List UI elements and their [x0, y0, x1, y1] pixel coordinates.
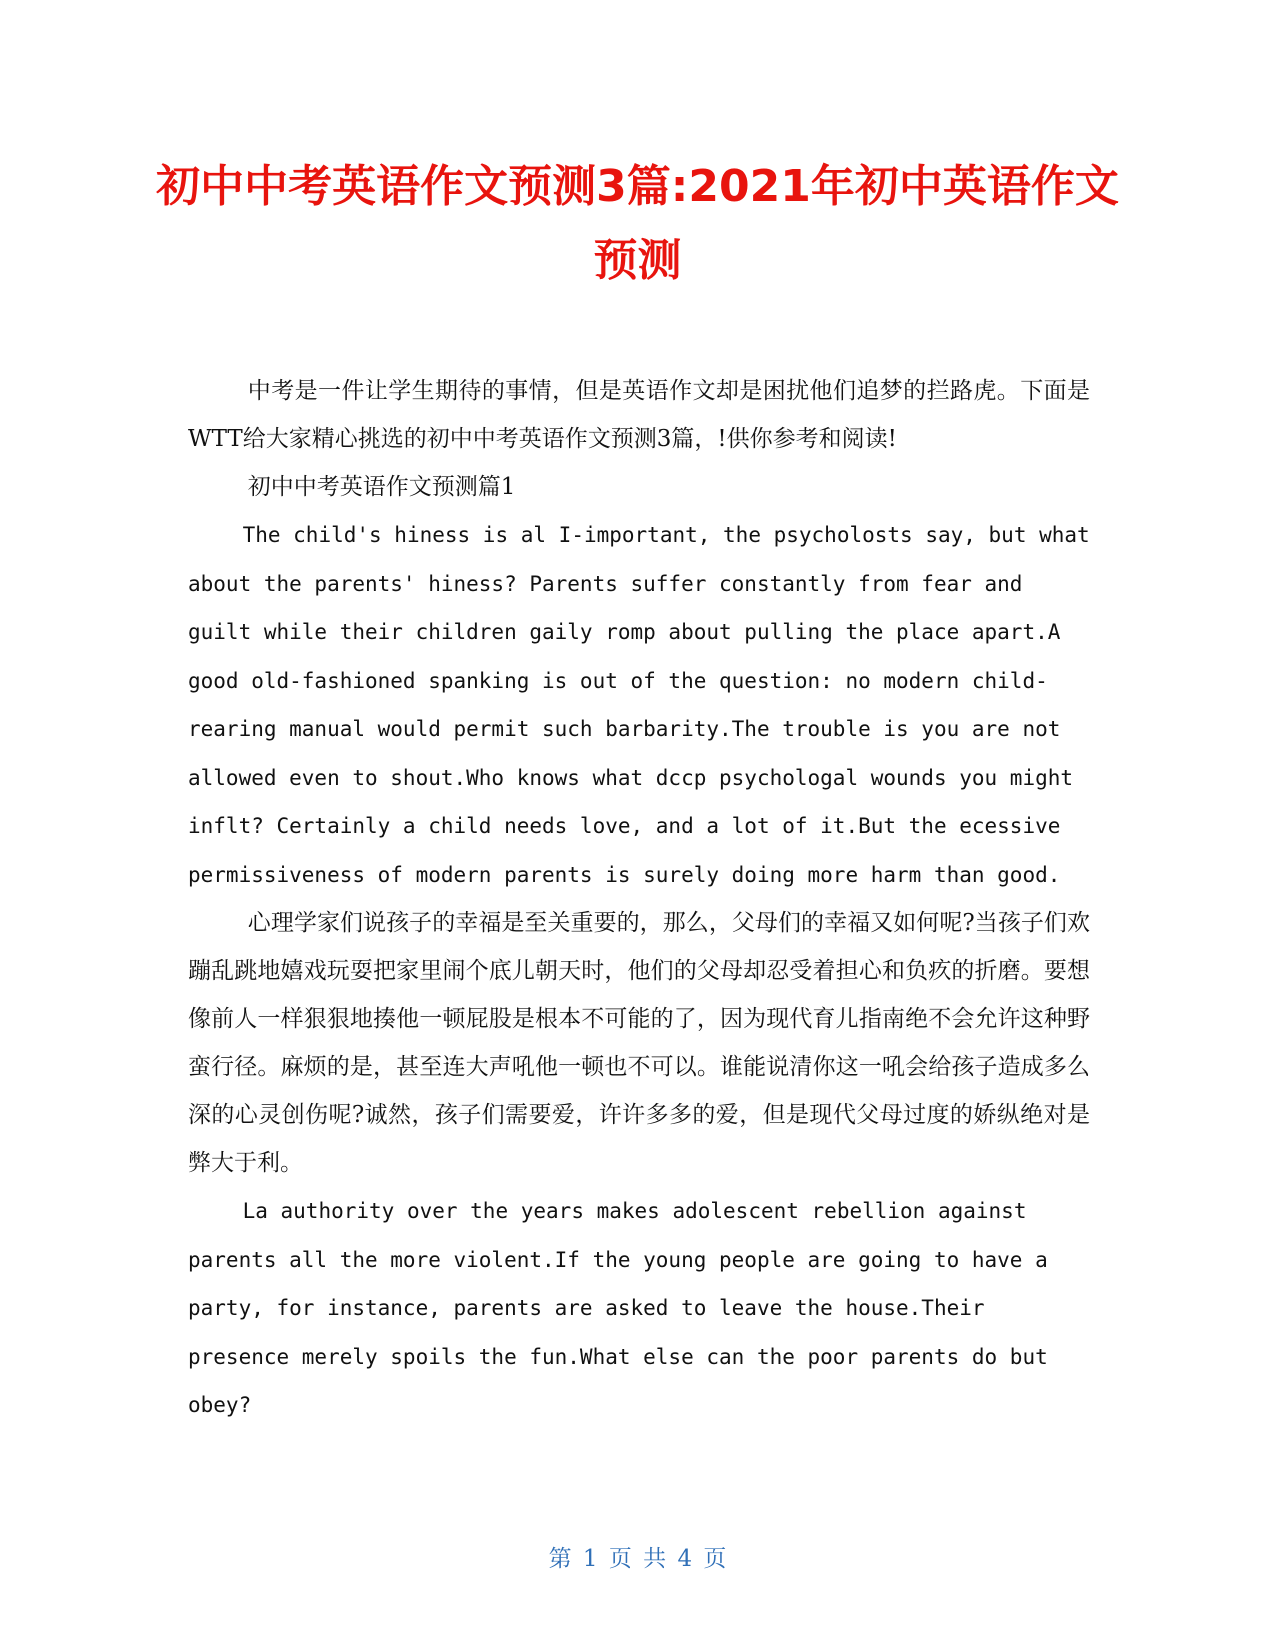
section-heading: 初中中考英语作文预测篇1 [247, 474, 516, 500]
english-paragraph-1: The child's hiness is al I-important, the psycholosts say, but what about the parents' hiness? Parents suffer constantly from fear and guilt while their children gaily romp about pulling the place apart.A good old-fashioned spanking is out of the question: no modern child-rearing manual would permit such barbarity.The trouble is you are not allowed even to shout.Who knows what dccp psychologal wounds you might inflt? Certainly a child needs love, and a lot of it.But the ecessive permissiveness of modern parents is surely doing more harm than good. [188, 523, 1090, 887]
document-body [188, 367, 1090, 1430]
document-title: 初中中考英语作文预测3篇:2021年初中英语作文预测 [156, 161, 1119, 286]
intro-paragraph: 中考是一件让学生期待的事情，但是英语作文却是困扰他们追梦的拦路虎。下面是WTT给大家精心挑选的初中中考英语作文预测3篇，!供你参考和阅读! [188, 378, 1090, 452]
english-paragraph-2: La authority over the years makes adolescent rebellion against parents all the more violent.If the young people are going to have a party, for instance, parents are asked to leave the house.Their presence merely spoils the fun.What else can the poor parents do but obey? [188, 1199, 1048, 1417]
chinese-translation-paragraph: 心理学家们说孩子的幸福是至关重要的，那么，父母们的幸福又如何呢?当孩子们欢蹦乱跳地嬉戏玩耍把家里闹个底儿朝天时，他们的父母却忍受着担心和负疚的折磨。要想像前人一样狠狠地揍他一顿屁股是根本不可能的了，因为现代育儿指南绝不会允许这种野蛮行径。麻烦的是，甚至连大声吼他一顿也不可以。谁能说清你这一吼会给孩子造成多么深的心灵创伤呢?诚然，孩子们需要爱，许许多多的爱，但是现代父母过度的娇纵绝对是弊大于利。 [188, 910, 1090, 1176]
page-footer: 第 1 页 共 4 页 [548, 1546, 727, 1572]
